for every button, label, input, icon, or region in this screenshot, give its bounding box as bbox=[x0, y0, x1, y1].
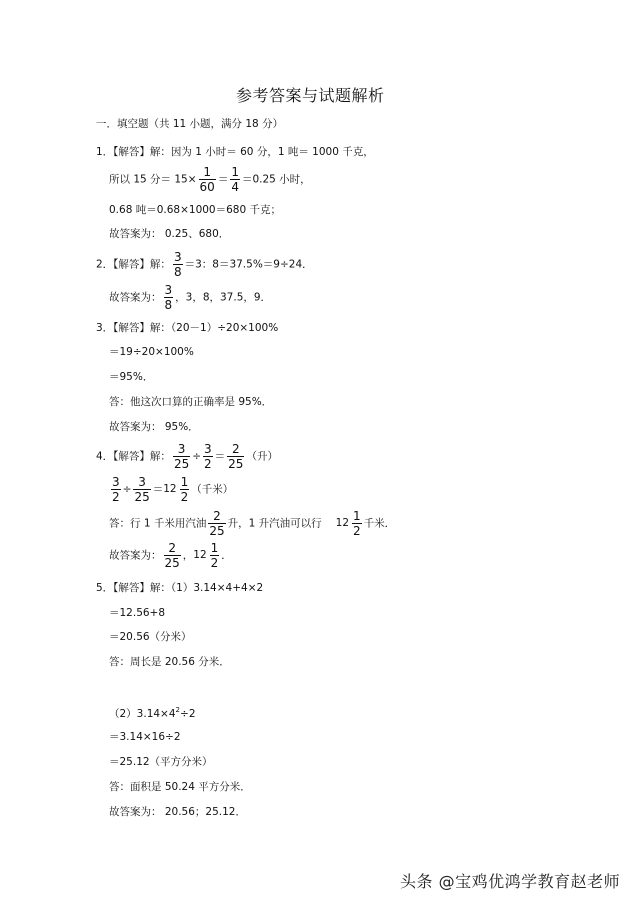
q3-line-1: 3．【解答】解：（20－1）÷20×100% bbox=[96, 322, 279, 334]
denominator: 25 bbox=[228, 457, 244, 471]
fraction bbox=[180, 476, 190, 503]
q3-line-4: 答：他这次口算的正确率是 95%． bbox=[109, 396, 273, 408]
q4-line-1 bbox=[96, 443, 278, 470]
q1-line-1: 1．【解答】解：因为 1 小时＝ 60 分，1 吨＝ 1000 千克， bbox=[96, 146, 374, 158]
fraction bbox=[164, 284, 174, 311]
q2-line-1 bbox=[96, 251, 313, 278]
q2-text: ，3，8，37.5，9． bbox=[175, 291, 272, 304]
denominator: 8 bbox=[164, 298, 173, 312]
q3-answer: 故答案为： 95%． bbox=[109, 421, 199, 433]
q2-text: ＝3：8＝37.5%＝9÷24． bbox=[184, 258, 313, 271]
numerator: 2 bbox=[213, 509, 221, 523]
denominator: 25 bbox=[173, 457, 190, 471]
fraction bbox=[173, 443, 190, 470]
q4-text: ， bbox=[182, 549, 194, 562]
q2-answer bbox=[109, 284, 271, 311]
q5-line-4: 答：周长是 20.56 分米． bbox=[109, 656, 230, 668]
section-heading: 一．填空题（共 11 小题，满分 18 分） bbox=[96, 118, 284, 130]
denominator: 2 bbox=[204, 457, 212, 471]
q5-text: （2）3.14×4 bbox=[109, 708, 176, 720]
q5-line-5 bbox=[109, 707, 196, 720]
denominator: 25 bbox=[164, 556, 180, 570]
equals: ＝ bbox=[217, 173, 229, 186]
q1-text: ＝0.25 小时， bbox=[241, 173, 311, 186]
fraction bbox=[208, 510, 225, 537]
q1-text: 所以 15 分＝ 15× bbox=[109, 173, 197, 186]
denominator: 25 bbox=[209, 524, 225, 538]
denominator: 60 bbox=[199, 180, 215, 194]
numerator: 2 bbox=[168, 541, 176, 555]
numerator: 1 bbox=[210, 541, 219, 555]
fraction bbox=[111, 476, 121, 503]
mixed-number bbox=[336, 510, 364, 537]
numerator: 3 bbox=[204, 442, 212, 456]
fraction bbox=[164, 542, 181, 569]
denominator: 8 bbox=[173, 265, 182, 279]
fraction bbox=[210, 542, 220, 569]
numerator: 3 bbox=[112, 475, 120, 489]
fraction bbox=[133, 476, 150, 503]
q1-line-3: 0.68 吨＝0.68×1000＝680 千克； bbox=[109, 204, 281, 216]
q5-line-2: ＝12.56+8 bbox=[109, 607, 166, 619]
equals: ＝ bbox=[214, 450, 226, 463]
q4-text: 升，1 升汽油可以行 bbox=[227, 517, 322, 530]
denominator: 4 bbox=[231, 180, 239, 194]
numerator: 1 bbox=[231, 165, 239, 179]
q5-line-6: ＝3.14×16÷2 bbox=[109, 731, 181, 743]
numerator: 3 bbox=[177, 442, 186, 456]
mixed-number bbox=[163, 476, 191, 503]
whole-part: 12 bbox=[335, 517, 350, 530]
q5-line-8: 答：面积是 50.24 平方分米． bbox=[109, 781, 251, 793]
watermark: 头条 @宝鸡优鸿学教育赵老师 bbox=[400, 872, 621, 891]
denominator: 2 bbox=[112, 490, 120, 504]
denominator: 2 bbox=[180, 490, 189, 504]
numerator: 3 bbox=[173, 250, 182, 264]
fraction bbox=[203, 443, 213, 470]
q4-text: 4．【解答】解： bbox=[96, 450, 171, 463]
denominator: 25 bbox=[134, 490, 150, 504]
whole-part: 12 bbox=[163, 483, 177, 496]
q4-text: 答：行 1 千米用汽油 bbox=[109, 517, 207, 530]
q1-answer: 故答案为： 0.25、680． bbox=[109, 228, 230, 240]
q5-text: ÷2 bbox=[180, 708, 196, 720]
q4-text: 故答案为： bbox=[109, 549, 162, 562]
q3-line-3: ＝95%． bbox=[109, 371, 154, 383]
numerator: 1 bbox=[180, 475, 189, 489]
fraction bbox=[230, 166, 240, 193]
fraction bbox=[352, 510, 362, 537]
numerator: 3 bbox=[138, 475, 146, 489]
fraction bbox=[173, 251, 183, 278]
q5-line-1: 5．【解答】解：（1）3.14×4+4×2 bbox=[96, 582, 264, 594]
q5-answer: 故答案为： 20.56；25.12． bbox=[109, 806, 246, 818]
q4-line-2 bbox=[109, 476, 233, 503]
fraction bbox=[199, 166, 216, 193]
q2-text: 故答案为： bbox=[109, 291, 162, 304]
equals: ＝ bbox=[152, 483, 164, 496]
denominator: 2 bbox=[210, 556, 219, 570]
q5-line-3: ＝20.56（分米） bbox=[109, 631, 192, 643]
q4-answer bbox=[109, 542, 232, 569]
page-title: 参考答案与试题解析 bbox=[236, 86, 385, 105]
operator: ÷ bbox=[122, 483, 132, 496]
denominator: 2 bbox=[353, 524, 361, 538]
numerator: 1 bbox=[203, 165, 211, 179]
q1-line-2 bbox=[109, 166, 311, 193]
q3-line-2: ＝19÷20×100% bbox=[109, 346, 194, 358]
operator: ÷ bbox=[192, 450, 202, 463]
q5-line-7: ＝25.12（平方分米） bbox=[109, 756, 213, 768]
mixed-number bbox=[193, 542, 221, 569]
numerator: 1 bbox=[353, 509, 361, 523]
q4-line-3 bbox=[109, 510, 395, 537]
q4-text: （升） bbox=[246, 450, 278, 463]
fraction bbox=[227, 443, 244, 470]
q2-text: 2．【解答】解： bbox=[96, 258, 171, 271]
numerator: 2 bbox=[231, 442, 240, 456]
exponent: 2 bbox=[175, 706, 181, 714]
whole-part: 12 bbox=[193, 549, 207, 562]
q4-text: ． bbox=[221, 549, 232, 562]
numerator: 3 bbox=[164, 283, 173, 297]
q4-text: （千米） bbox=[191, 483, 234, 496]
q4-text: 千米． bbox=[363, 517, 396, 530]
